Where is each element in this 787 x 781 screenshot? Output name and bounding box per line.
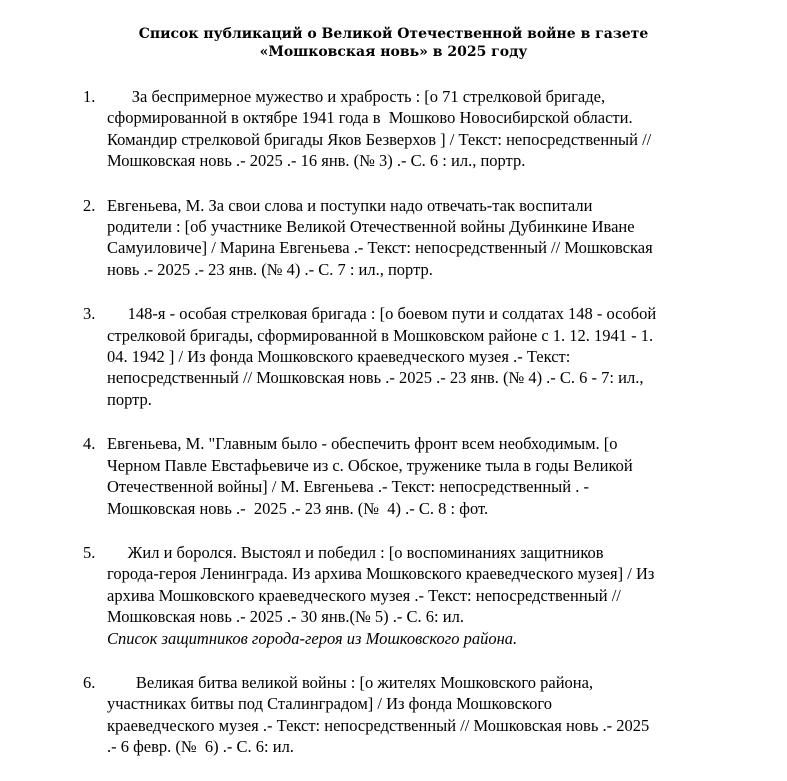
text-line: архива Мошковского краеведческого музея .- Текст: непосредственный // xyxy=(107,585,621,605)
list-item xyxy=(0,672,787,758)
publication-list xyxy=(0,86,787,781)
text-line: города-героя Ленинграда. Из архива Мошковского краеведческого музея] / Из xyxy=(107,564,655,584)
text-line: За беспримерное мужество и храбрость : [о 71 стрелковой бригаде, xyxy=(107,87,606,106)
text-line: 04. 1942 ] / Из фонда Мошковского краеведческого музея .- Текст: xyxy=(107,347,571,367)
list-item xyxy=(0,303,787,410)
list-item xyxy=(0,542,787,649)
text-line: новь .- 2025 .- 23 янв. (№ 4) .- С. 7 : ил., портр. xyxy=(107,259,433,279)
text-line: Мошковская новь .- 2025 .- 16 янв. (№ 3) .- С. 6 : ил., портр. xyxy=(107,151,526,171)
text-line: .- 6 февр. (№ 6) .- С. 6: ил. xyxy=(107,737,294,757)
text-line: портр. xyxy=(107,389,152,409)
list-item xyxy=(0,433,787,519)
list-item-text xyxy=(107,433,735,519)
title-line-2: «Мошковская новь» в 2025 году xyxy=(259,44,528,60)
title-line-1: Список публикаций о Великой Отечественной войне в газете xyxy=(138,26,649,42)
list-item xyxy=(0,86,787,172)
text-line: 148-я - особая стрелковая бригада : [о боевом пути и солдатах 148 - особой xyxy=(107,304,657,324)
list-item-number: 5. xyxy=(83,542,96,562)
text-line: участниках битвы под Сталинградом] / Из фонда Мошковского xyxy=(107,694,552,714)
text-line: Великая битва великой войны : [о жителях Мошковского района, xyxy=(107,672,594,692)
text-line: стрелковой бригады, сформированной в Мошковском районе с 1. 12. 1941 - 1. xyxy=(107,325,654,345)
text-line: непосредственный // Мошковская новь .- 2025 .- 23 янв. (№ 4) .- С. 6 - 7: ил., xyxy=(107,368,644,388)
text-line: родители : [об участнике Великой Отечественной войны Дубинкине Иване xyxy=(107,217,635,237)
list-item-text xyxy=(107,195,735,281)
list-item-number: 3. xyxy=(83,304,96,324)
text-line: Мошковская новь .- 2025 .- 23 янв. (№ 4) .- С. 8 : фот. xyxy=(107,498,489,518)
document-title xyxy=(0,25,787,61)
list-item-number: 6. xyxy=(83,672,96,692)
list-item-number: 2. xyxy=(83,195,96,215)
list-item-text xyxy=(107,303,735,410)
list-item-number: 4. xyxy=(83,434,96,454)
text-line: Черном Павле Евстафьевиче из с. Обское, труженике тыла в годы Великой xyxy=(107,455,633,475)
text-line: Мошковская новь .- 2025 .- 30 янв.(№ 5) .- С. 6: ил. xyxy=(107,607,464,627)
list-item xyxy=(0,195,787,281)
text-line: Евгеньева, М. За свои слова и поступки надо отвечать-так воспитали xyxy=(107,195,593,215)
list-item-text xyxy=(107,542,735,628)
text-line: Жил и боролся. Выстоял и победил : [о воспоминаниях защитников xyxy=(107,542,604,562)
list-item-note: Список защитников города-героя из Мошковского района. xyxy=(107,628,518,648)
text-line: Самуиловиче] / Марина Евгеньева .- Текст: непосредственный // Мошковская xyxy=(107,238,653,258)
text-line: Евгеньева, М. "Главным было - обеспечить фронт всем необходимым. [о xyxy=(107,434,618,454)
text-line: Отечественной войны] / М. Евгеньева .- Текст: непосредственный . - xyxy=(107,477,589,497)
list-item-number: 1. xyxy=(83,87,96,106)
text-line: краеведческого музея .- Текст: непосредственный // Мошковская новь .- 2025 xyxy=(107,715,650,735)
list-item-text xyxy=(107,672,735,758)
list-item-text xyxy=(107,86,735,172)
text-line: Командир стрелковой бригады Яков Безверхов ] / Текст: непосредственный // xyxy=(107,129,652,149)
text-line: сформированной в октябре 1941 года в Мошково Новосибирской области. xyxy=(107,108,633,128)
